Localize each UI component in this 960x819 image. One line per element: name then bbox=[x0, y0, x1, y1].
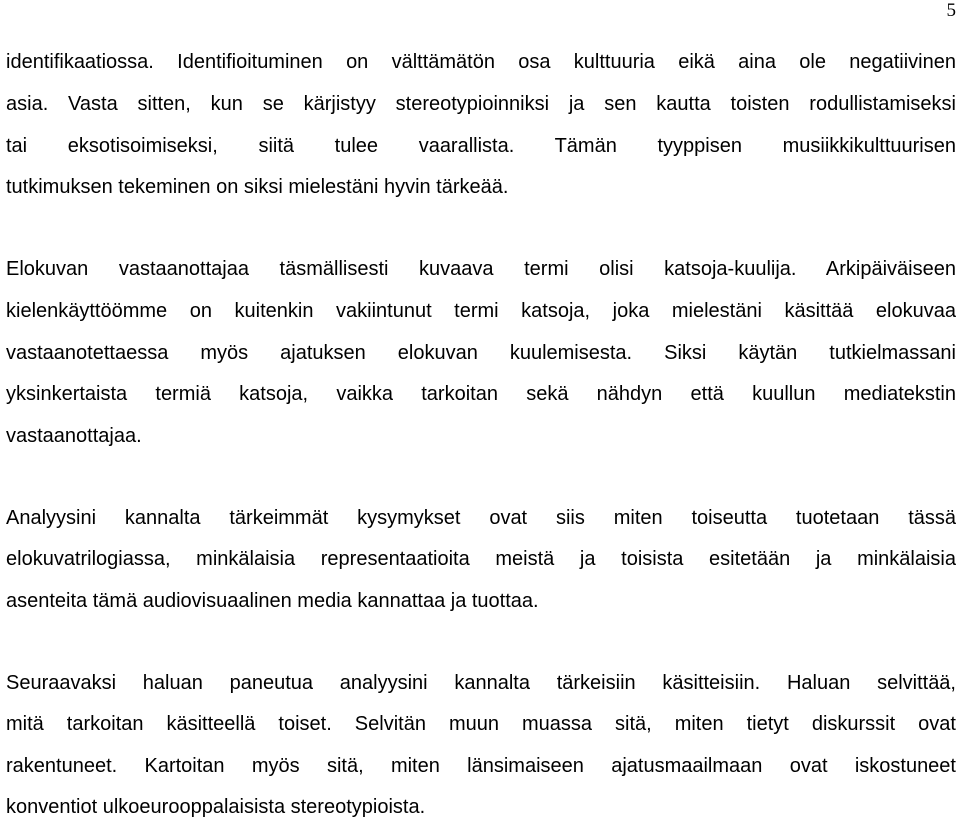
paragraph-3-line-1: Analyysini kannalta tärkeimmät kysymykset ovat siis miten toiseutta tuotetaan tässä bbox=[6, 507, 956, 529]
paragraph-4-line-1: Seuraavaksi haluan paneutua analyysini kannalta tärkeisiin käsitteisiin. Haluan selvittää, bbox=[6, 672, 956, 694]
paragraph-4-line-2: mitä tarkoitan käsitteellä toiset. Selvitän muun muassa sitä, miten tietyt diskurssit ovat bbox=[6, 713, 956, 735]
paragraph-4-line-4: konventiot ulkoeurooppalaisista stereotypioista. bbox=[6, 796, 426, 818]
paragraph-1-line-2: asia. Vasta sitten, kun se kärjistyy stereotypioinniksi ja sen kautta toisten rodullistamiseksi bbox=[6, 93, 956, 115]
paragraph-2-line-1: Elokuvan vastaanottajaa täsmällisesti kuvaava termi olisi katsoja-kuulija. Arkipäiväiseen bbox=[6, 258, 956, 280]
paragraph-1-line-1: identifikaatiossa. Identifioituminen on välttämätön osa kulttuuria eikä aina ole negatiivinen bbox=[6, 51, 956, 73]
paragraph-2-line-5: vastaanottajaa. bbox=[6, 425, 142, 447]
paragraph-2-line-2: kielenkäyttöömme on kuitenkin vakiintunut termi katsoja, joka mielestäni käsittää elokuvaa bbox=[6, 300, 956, 322]
paragraph-2-line-4: yksinkertaista termiä katsoja, vaikka tarkoitan sekä nähdyn että kuullun mediatekstin bbox=[6, 383, 956, 405]
paragraph-2-line-3: vastaanotettaessa myös ajatuksen elokuvan kuulemisesta. Siksi käytän tutkielmassani bbox=[6, 342, 956, 364]
paragraph-3-line-3: asenteita tämä audiovisuaalinen media kannattaa ja tuottaa. bbox=[6, 590, 539, 612]
paragraph-1-line-3: tai eksotisoimiseksi, siitä tulee vaarallista. Tämän tyyppisen musiikkikulttuurisen bbox=[6, 135, 956, 157]
paragraph-1-line-4: tutkimuksen tekeminen on siksi mielestäni hyvin tärkeää. bbox=[6, 176, 509, 198]
paragraph-3-line-2: elokuvatrilogiassa, minkälaisia representaatioita meistä ja toisista esitetään ja minkälaisia bbox=[6, 548, 956, 570]
paragraph-4-line-3: rakentuneet. Kartoitan myös sitä, miten länsimaiseen ajatusmaailmaan ovat iskostuneet bbox=[6, 755, 956, 777]
page-number: 5 bbox=[946, 0, 956, 21]
